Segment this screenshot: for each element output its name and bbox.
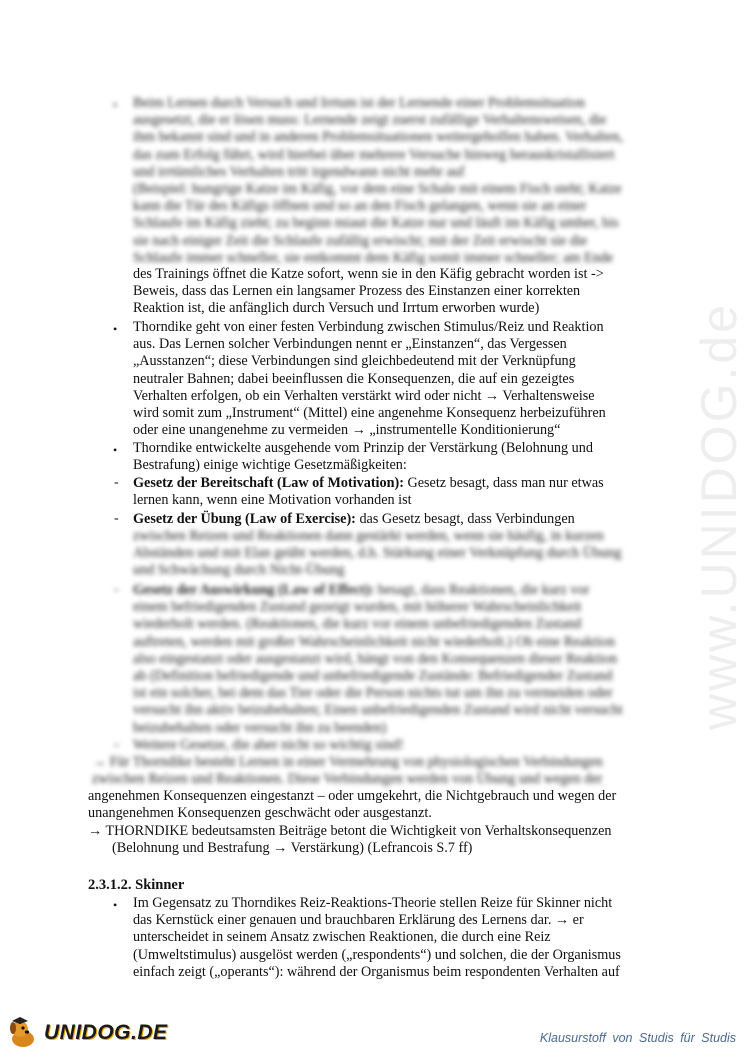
text-line: kann die Tür des Käfigs öffnen und so an den Fisch gelangen, wenn sie an einer xyxy=(133,198,587,215)
dash-marker: - xyxy=(114,475,119,490)
text-line: Schlaufe im Käfig zieht; zu beginn miaut die Katze nur und läuft im Käfig umher, bis xyxy=(133,215,619,232)
law-text: besagt, dass Reaktionen, die kurz vor xyxy=(374,582,590,598)
dash-marker: - xyxy=(114,737,119,752)
bullet-icon: • xyxy=(113,443,118,457)
text-line: aus. Das Lernen solcher Verbindungen nennt er „Einstanzen“, das Vergessen xyxy=(133,336,567,353)
skinner-paragraph xyxy=(133,895,621,981)
bullet-icon: • xyxy=(113,98,118,112)
blurred-conclusion xyxy=(92,754,603,788)
text-line: sie nach einiger Zeit die Schlaufe zufällig erwischt; mit der Zeit erwischt sie die xyxy=(133,232,588,249)
text-line: auftreten, werden mit großer Wahrscheinlichkeit nicht wiederholt.) Ob eine Reaktion xyxy=(133,633,615,650)
law-of-exercise xyxy=(133,511,575,528)
text-line: Weitere Gesetze, die aber nicht so wichtig sind! xyxy=(133,737,404,753)
thorndike-laws-intro xyxy=(133,440,593,474)
text-line: Beweis, dass das Lernen ein langsamer Prozess des Einstanzen einer korrekten xyxy=(133,283,581,300)
blurred-top-paragraph xyxy=(133,95,623,267)
text-line: „Ausstanzen“; diese Verbindungen sind gleichbedeutend mit der Verknüpfung xyxy=(133,353,576,370)
law-of-motivation xyxy=(133,475,604,509)
law-text: Gesetz besagt, dass man nur etwas xyxy=(403,475,604,491)
text-line: Thorndike entwickelte ausgehende vom Prinzip der Verstärkung (Belohnung und xyxy=(133,440,593,456)
text-line: Abständen und mit Elan geübt werden, d.h. Stärkung einer Verknüpfung durch Übung xyxy=(133,545,622,562)
text-line: → THORNDIKE bedeutsamsten Beiträge betont die Wichtigkeit von Verhaltskonsequenzen xyxy=(88,823,612,839)
text-line: ihm bekannt sind und in anderen Problemsituationen weitergeholfen haben. Verhalten, xyxy=(133,129,624,146)
conclusion-paragraph xyxy=(88,788,616,822)
text-line: zwischen Reizen und Reaktionen. Diese Verbindungen werden von Übung und wegen der xyxy=(92,771,603,788)
text-line: angenehmen Konsequenzen eingestanzt – oder umgekehrt, die Nichtgebrauch und wegen der xyxy=(88,788,617,804)
text-line: zwischen Reizen und Reaktionen dann gestärkt werden, wenn sie häufig, in kurzen xyxy=(133,528,604,544)
dash-marker: - xyxy=(114,582,119,597)
text-line: oder eine unangenehme zu vermeiden → „instrumentelle Konditionierung“ xyxy=(133,422,561,439)
section-heading: 2.3.1.2. Skinner xyxy=(88,877,185,893)
text-line: ausgesetzt, die er lösen muss: Lernende zeigt zuerst zufällige Verhaltensweisen, die xyxy=(133,112,607,129)
blurred-law-of-effect xyxy=(133,582,623,737)
text-line: einem befriedigenden Zustand gezeigt wurden, mit höherer Wahrscheinlichkeit xyxy=(133,599,582,616)
thorndike-connection-paragraph xyxy=(133,319,606,439)
text-line: beizubehalten oder versucht ihn zu beenden) xyxy=(133,719,387,736)
law-title: Gesetz der Bereitschaft (Law of Motivation): xyxy=(133,475,404,491)
text-line: Verhalten erfolgen, ob ein Verhalten verstärkt wird oder nicht → Verhaltensweise xyxy=(133,387,595,404)
dog-mascot-icon xyxy=(6,1016,40,1050)
bullet-icon: • xyxy=(113,322,118,336)
text-line: wird somit zum „Instrument“ (Mittel) eine angenehme Konsequenz herbeizuführen xyxy=(133,405,606,422)
bullet-icon: • xyxy=(113,898,118,912)
text-line: Beim Lernen durch Versuch und Irrtum ist der Lernende einer Problemsituation xyxy=(133,95,586,111)
law-title: Gesetz der Auswirkung (Law of Effect): xyxy=(133,582,375,598)
text-line: ab (Definition befriedigende und unbefriedigende Zustände: Befriedigender Zustand xyxy=(133,668,613,685)
text-line: das zum Erfolg führt, wird hierbei über mehrere Versuche hinweg herauskristallisiert xyxy=(133,146,615,163)
text-line: und Schwächung durch Nicht-Übung xyxy=(133,562,345,579)
text-line: also eingestanzt oder ausgestanzt wird, hängt von den Konsequenzen dieser Reaktion xyxy=(133,650,618,667)
law-title: Gesetz der Übung (Law of Exercise): xyxy=(133,511,356,527)
text-line: des Trainings öffnet die Katze sofort, wenn sie in den Käfig gebracht worden ist -> xyxy=(133,266,604,282)
logo-text: UNIDOG.DE xyxy=(44,1021,168,1044)
footer-slogan: Klausurstoff von Studis für Studis xyxy=(539,1031,736,1045)
text-line xyxy=(133,582,623,599)
text-line: lernen kann, wenn eine Motivation vorhanden ist xyxy=(133,492,412,509)
text-line: versucht ihn aktiv beizubehalten; Einen unbefriedigenden Zustand wird nicht versucht xyxy=(133,702,623,719)
text-line: Bestrafung) einige wichtige Gesetzmäßigkeiten: xyxy=(133,457,407,474)
law-text: das Gesetz besagt, dass Verbindungen xyxy=(355,511,575,527)
text-line: (Beispiel: hungrige Katze im Käfig, vor dem eine Schale mit einem Fisch steht; Katze xyxy=(133,181,622,198)
text-line: Im Gegensatz zu Thorndikes Reiz-Reaktions-Theorie stellen Reize für Skinner nicht xyxy=(133,895,613,911)
text-line: einfach zeigt („operants“): während der Organismus beim respondenten Verhalten auf xyxy=(133,963,620,980)
text-line: Schlaufe immer schneller, sie entkommt dem Käfig somit immer schneller; am Ende xyxy=(133,249,614,266)
watermark: www.UNIDOG.de xyxy=(691,302,747,730)
text-line: Reaktion ist, die anfänglich durch Versuch und Irrtum erworben wurde) xyxy=(133,300,540,317)
text-line: → Für Thorndike besteht Lernen in einer Vermehrung von physiologischen Verbindungen xyxy=(92,754,603,770)
thorndike-summary xyxy=(88,823,611,857)
text-line: Thorndike geht von einer festen Verbindung zwischen Stimulus/Reiz und Reaktion xyxy=(133,319,604,335)
text-line xyxy=(133,511,575,528)
text-line: (Umweltstimulus) ausgelöst werden („respondents“) und solchen, die der Organismus xyxy=(133,946,621,963)
unidog-logo xyxy=(6,1016,168,1050)
blurred-exercise-text xyxy=(133,528,621,580)
text-line: neutraler Bahnen; dabei beeinflussen die Konsequenzen, die auf ein gezeigtes xyxy=(133,370,575,387)
blurred-further-laws xyxy=(133,737,404,754)
text-line: und irrtümliches Verhalten tritt irgendwann nicht mehr auf xyxy=(133,163,465,180)
dash-marker: - xyxy=(114,511,119,526)
cat-example-ending xyxy=(133,266,604,318)
text-line: unterscheidet in seinem Ansatz zwischen Reaktionen, die durch eine Reiz xyxy=(133,929,551,946)
text-line: das Kernstück einer genauen und brauchbaren Erklärung des Lernens dar. → er xyxy=(133,912,584,929)
text-line: ist ein solcher, bei dem das Tier oder die Person nichts tut um ihn zu vermeiden oder xyxy=(133,685,613,702)
text-line: (Belohnung und Bestrafung → Verstärkung) (Lefrancois S.7 ff) xyxy=(112,840,473,857)
text-line xyxy=(133,475,604,492)
text-line: wiederholt werden. (Reaktionen, die kurz vor einem unbefriedigenden Zustand xyxy=(133,616,582,633)
text-line: unangenehmen Konsequenzen geschwächt oder ausgestanzt. xyxy=(88,805,432,822)
